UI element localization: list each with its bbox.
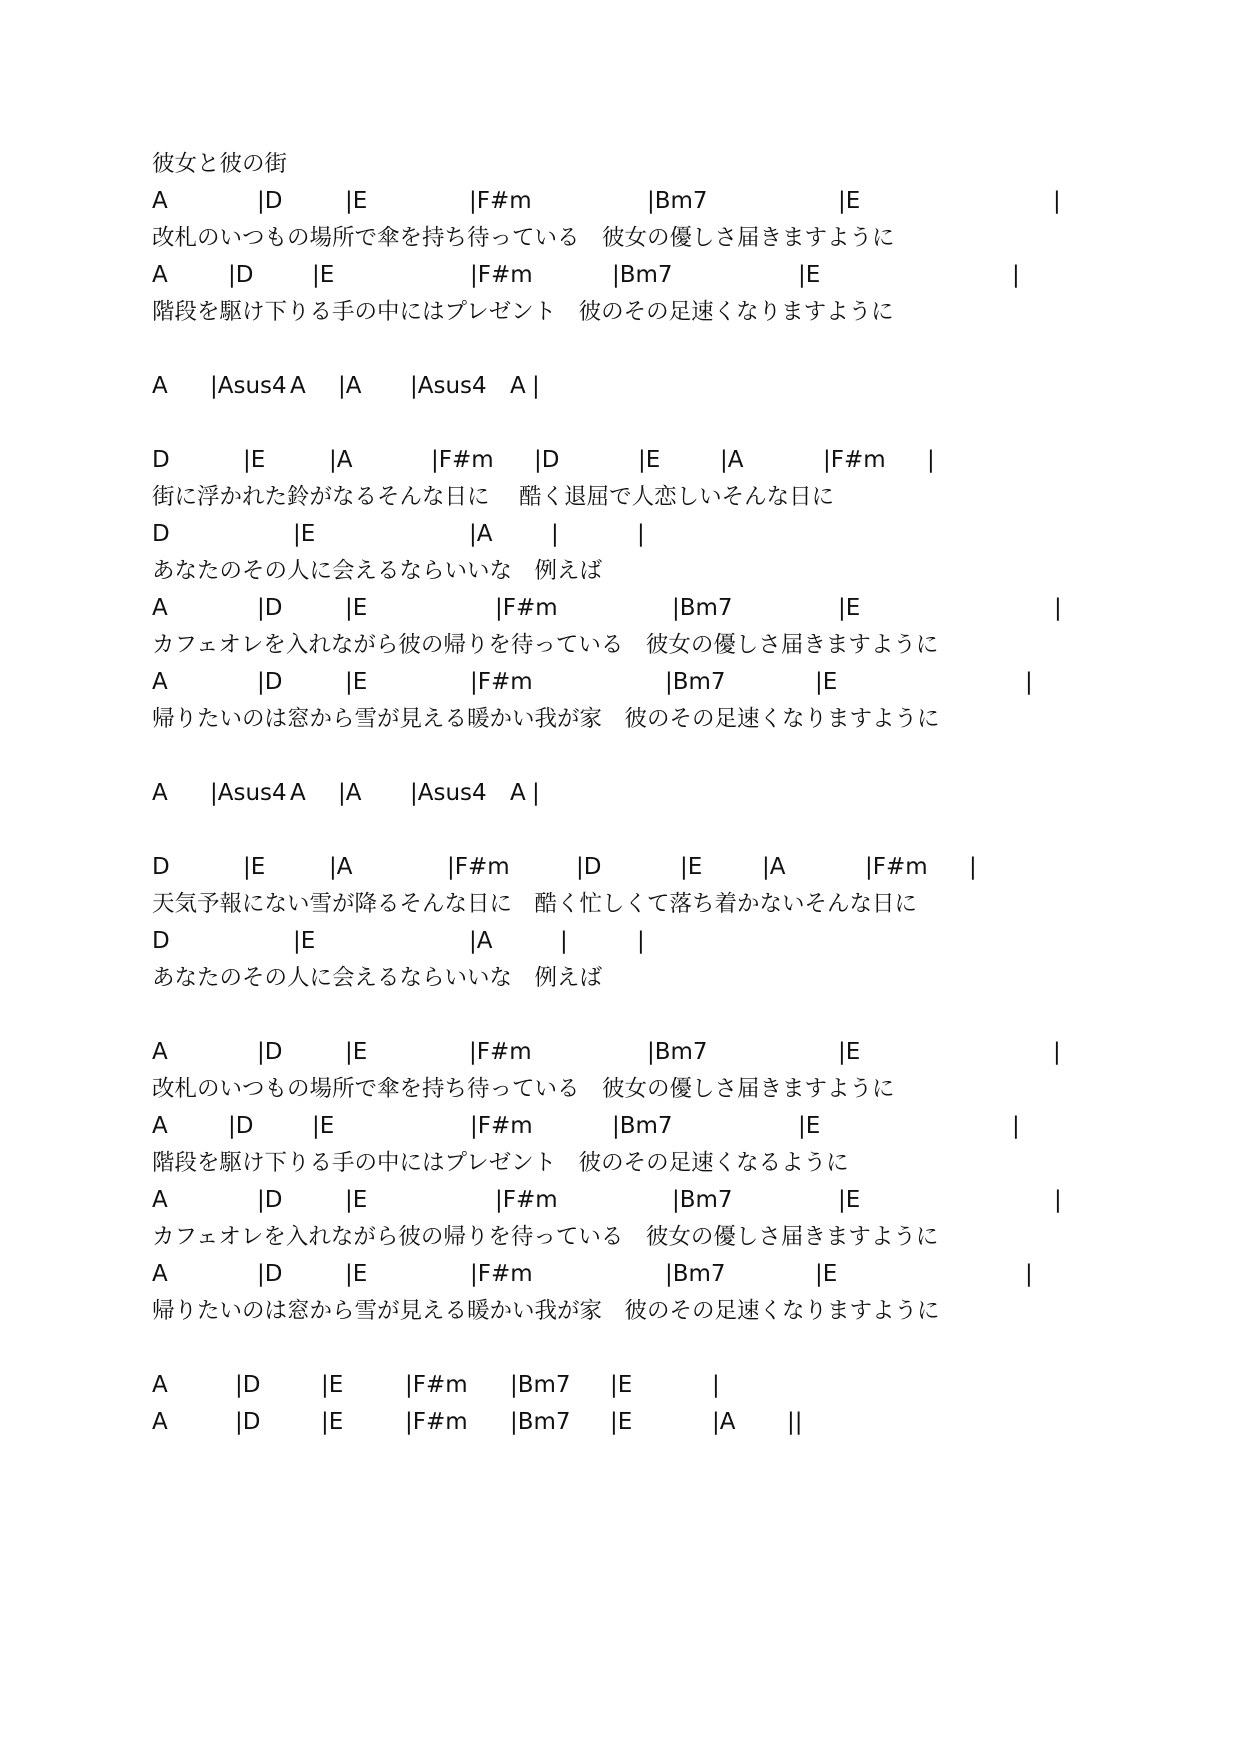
chord-symbol: |E xyxy=(321,1372,344,1398)
chord-symbol: |E xyxy=(345,188,368,214)
lyric-line: あなたのその人に会えるならいいな 例えば xyxy=(152,558,603,584)
chord-symbol: |A xyxy=(712,1409,736,1435)
chord-symbol: |Asus4 xyxy=(210,373,287,399)
chord-symbol: |E xyxy=(321,1409,344,1435)
chord-symbol: |D xyxy=(257,1261,283,1287)
chord-symbol: |F#m xyxy=(469,1039,532,1065)
chord-symbol: |A xyxy=(329,854,353,880)
chord-symbol: |F#m xyxy=(865,854,928,880)
chord-symbol: |E xyxy=(680,854,703,880)
chord-symbol: A xyxy=(152,1261,168,1287)
chord-symbol: |A xyxy=(329,447,353,473)
chord-symbol: A xyxy=(290,780,306,806)
chord-symbol: |F#m xyxy=(405,1409,468,1435)
chord-symbol: D xyxy=(152,521,170,547)
chord-symbol: |F#m xyxy=(495,1187,558,1213)
chord-symbol: A xyxy=(152,1409,168,1435)
lyric-line: 階段を駆け下りる手の中にはプレゼント 彼のその足速くなりますように xyxy=(152,299,894,325)
chord-symbol: |A xyxy=(338,780,362,806)
chord-symbol: |F#m xyxy=(470,262,533,288)
chord-symbol: | xyxy=(532,373,540,399)
chord-symbol: |Asus4 xyxy=(410,780,487,806)
chord-symbol: |Bm7 xyxy=(612,262,673,288)
chord-symbol: |E xyxy=(345,669,368,695)
song-title: 彼女と彼の街 xyxy=(152,151,288,177)
chord-symbol: A xyxy=(510,373,526,399)
chord-symbol: | xyxy=(712,1372,720,1398)
chord-symbol: D xyxy=(152,928,170,954)
chord-symbol: |Bm7 xyxy=(672,1187,733,1213)
lyric-line: 天気予報にない雪が降るそんな日に 酷く忙しくて落ち着かないそんな日に xyxy=(152,891,918,917)
lyric-line: 階段を駆け下りる手の中にはプレゼント 彼のその足速くなるように xyxy=(152,1150,849,1176)
chord-symbol: |D xyxy=(257,595,283,621)
chord-symbol: |Bm7 xyxy=(510,1372,571,1398)
chord-symbol: | xyxy=(927,447,935,473)
chord-symbol: | xyxy=(1025,669,1033,695)
chord-symbol: A xyxy=(152,780,168,806)
chord-symbol: |D xyxy=(228,1113,254,1139)
chord-symbol: D xyxy=(152,854,170,880)
chord-symbol: | xyxy=(560,928,568,954)
chord-symbol: |E xyxy=(838,595,861,621)
chord-symbol: |E xyxy=(798,1113,821,1139)
chord-symbol: | xyxy=(637,928,645,954)
chord-symbol: |Bm7 xyxy=(647,188,708,214)
chord-symbol: |E xyxy=(293,928,316,954)
chord-symbol: |F#m xyxy=(469,188,532,214)
chord-symbol: | xyxy=(1053,188,1061,214)
lyric-line: カフェオレを入れながら彼の帰りを待っている 彼女の優しさ届きますように xyxy=(152,632,939,658)
lyric-line: あなたのその人に会えるならいいな 例えば xyxy=(152,965,603,991)
chord-symbol: |E xyxy=(345,1261,368,1287)
chord-symbol: | xyxy=(969,854,977,880)
chord-symbol: |Bm7 xyxy=(612,1113,673,1139)
chord-symbol: |E xyxy=(638,447,661,473)
chord-symbol: A xyxy=(152,1372,168,1398)
chord-symbol: A xyxy=(152,262,168,288)
chord-symbol: |D xyxy=(235,1409,261,1435)
chord-symbol: |E xyxy=(345,1187,368,1213)
chord-symbol: |E xyxy=(815,669,838,695)
lyric-line: 街に浮かれた鈴がなるそんな日に 酷く退屈で人恋しいそんな日に xyxy=(152,484,835,510)
chord-symbol: |D xyxy=(576,854,602,880)
chord-symbol: A xyxy=(152,595,168,621)
chord-symbol: |E xyxy=(345,595,368,621)
chord-symbol: |F#m xyxy=(823,447,886,473)
chord-symbol: |E xyxy=(243,854,266,880)
chord-symbol: |D xyxy=(228,262,254,288)
chord-symbol: |E xyxy=(312,262,335,288)
lyric-line: 帰りたいのは窓から雪が見える暖かい我が家 彼のその足速くなりますように xyxy=(152,1298,940,1324)
chord-symbol: |D xyxy=(257,669,283,695)
chord-symbol: |F#m xyxy=(495,595,558,621)
chord-symbol: | xyxy=(1012,262,1020,288)
chord-symbol: A xyxy=(152,188,168,214)
chord-symbol: |A xyxy=(762,854,786,880)
chord-symbol: |E xyxy=(838,1039,861,1065)
chord-symbol: | xyxy=(1012,1113,1020,1139)
chord-symbol: |F#m xyxy=(470,1261,533,1287)
chord-symbol: |Asus4 xyxy=(410,373,487,399)
chord-symbol: |Asus4 xyxy=(210,780,287,806)
chord-symbol: | xyxy=(551,521,559,547)
chord-symbol: A xyxy=(152,373,168,399)
chord-symbol: |D xyxy=(257,1187,283,1213)
chord-symbol: D xyxy=(152,447,170,473)
chord-symbol: A xyxy=(152,1113,168,1139)
lyric-line: 改札のいつもの場所で傘を持ち待っている 彼女の優しさ届きますように xyxy=(152,1076,895,1102)
chord-symbol: || xyxy=(787,1409,803,1435)
chord-symbol: |F#m xyxy=(470,1113,533,1139)
chord-symbol: |Bm7 xyxy=(665,1261,726,1287)
chord-symbol: |E xyxy=(815,1261,838,1287)
chord-symbol: |Bm7 xyxy=(672,595,733,621)
lyric-line: 帰りたいのは窓から雪が見える暖かい我が家 彼のその足速くなりますように xyxy=(152,706,940,732)
chord-symbol: |A xyxy=(469,521,493,547)
chord-symbol: |Bm7 xyxy=(647,1039,708,1065)
chord-symbol: |Bm7 xyxy=(665,669,726,695)
chord-symbol: |D xyxy=(235,1372,261,1398)
chord-symbol: |D xyxy=(257,1039,283,1065)
chord-symbol: A xyxy=(152,669,168,695)
chord-symbol: |E xyxy=(838,188,861,214)
chord-symbol: A xyxy=(290,373,306,399)
chord-symbol: |E xyxy=(838,1187,861,1213)
chord-symbol: A xyxy=(152,1039,168,1065)
chord-symbol: A xyxy=(510,780,526,806)
chord-symbol: | xyxy=(1054,1187,1062,1213)
chord-symbol: |F#m xyxy=(431,447,494,473)
chord-symbol: |E xyxy=(312,1113,335,1139)
chord-symbol: |Bm7 xyxy=(510,1409,571,1435)
chord-symbol: |D xyxy=(257,188,283,214)
chord-symbol: | xyxy=(1054,595,1062,621)
chord-symbol: |F#m xyxy=(470,669,533,695)
lyric-line: カフェオレを入れながら彼の帰りを待っている 彼女の優しさ届きますように xyxy=(152,1224,939,1250)
chord-symbol: |F#m xyxy=(447,854,510,880)
chord-symbol: |E xyxy=(293,521,316,547)
chord-symbol: | xyxy=(1025,1261,1033,1287)
chord-symbol: |E xyxy=(345,1039,368,1065)
chord-symbol: |A xyxy=(469,928,493,954)
chord-symbol: |E xyxy=(243,447,266,473)
chord-symbol: |A xyxy=(338,373,362,399)
chord-symbol: |A xyxy=(720,447,744,473)
chord-symbol: | xyxy=(637,521,645,547)
chord-symbol: | xyxy=(532,780,540,806)
chord-symbol: |E xyxy=(798,262,821,288)
chord-symbol: |D xyxy=(534,447,560,473)
chord-symbol: A xyxy=(152,1187,168,1213)
lyric-line: 改札のいつもの場所で傘を持ち待っている 彼女の優しさ届きますように xyxy=(152,225,895,251)
chord-symbol: |F#m xyxy=(405,1372,468,1398)
chord-symbol: |E xyxy=(610,1372,633,1398)
chord-symbol: | xyxy=(1053,1039,1061,1065)
chord-symbol: |E xyxy=(610,1409,633,1435)
